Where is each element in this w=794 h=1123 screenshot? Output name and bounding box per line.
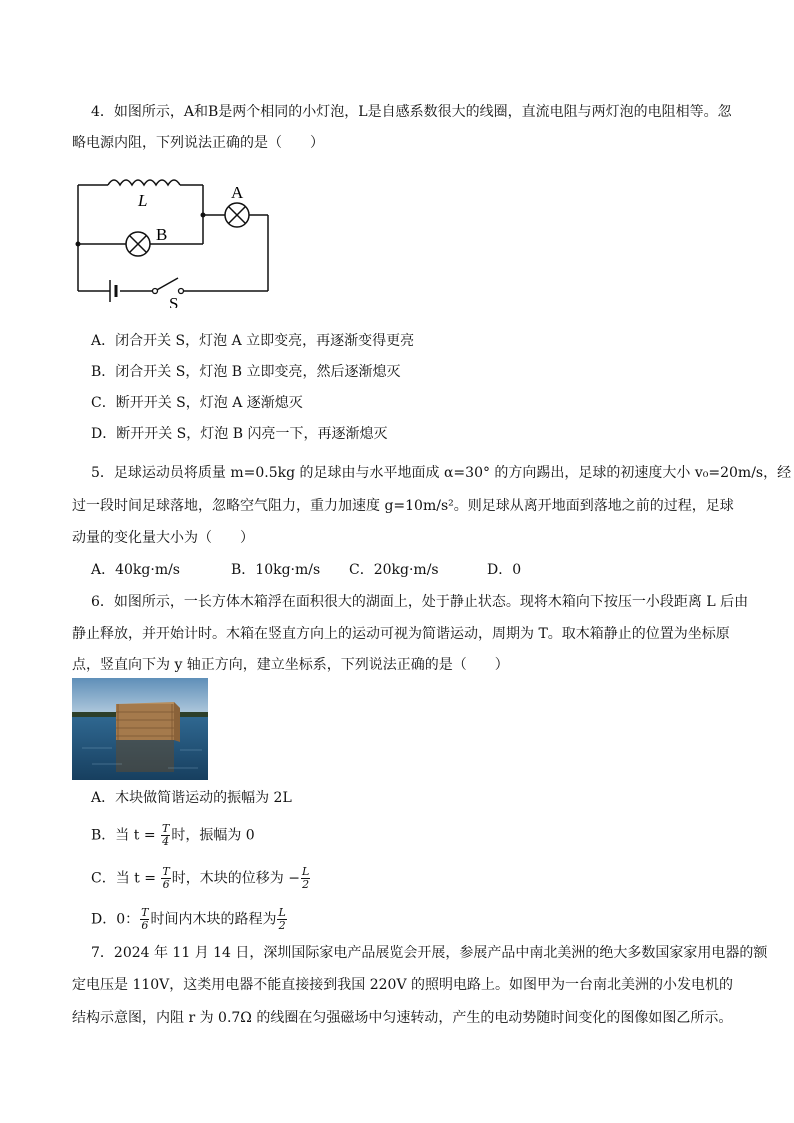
fraction-t-over-6-d: $\frac{T}{6}$ <box>141 906 149 932</box>
q4-option-b: B．闭合开关 S，灯泡 B 立即变亮，然后逐渐熄灭 <box>91 364 401 380</box>
q6-stem-line3: 点，竖直向下为 y 轴正方向，建立坐标系，下列说法正确的是（ ） <box>72 657 509 673</box>
q4-option-a: A．闭合开关 S，灯泡 A 立即变亮，再逐渐变得更亮 <box>91 333 415 349</box>
q5-option-a: A．40kg·m/s <box>91 562 180 578</box>
q6-option-d <box>91 907 288 932</box>
q5-stem-line2: 过一段时间足球落地，忽略空气阻力，重力加速度 g=10m/s²。则足球从离开地面到落地之前的过程，足球 <box>72 498 734 514</box>
q6-option-c-prefix: C．当 t = <box>91 870 156 887</box>
q7-stem-line1: 7．2024 年 11 月 14 日，深圳国际家电产品展览会开展，参展产品中南北美洲的绝大多数国家家用电器的额 <box>91 945 768 961</box>
q6-option-b-suffix: 时，振幅为 0 <box>171 827 255 844</box>
label-l: L <box>138 191 148 210</box>
q5-option-d: D．0 <box>487 562 522 578</box>
lamp-a-icon <box>225 203 249 227</box>
q7-stem-line2: 定电压是 110V，这类用电器不能直接接到我国 220V 的照明电路上。如图甲为一台南北美洲的小发电机的 <box>72 977 734 993</box>
q4-option-d: D．断开开关 S，灯泡 B 闪亮一下，再逐渐熄灭 <box>91 426 388 442</box>
circuit-diagram <box>70 168 280 308</box>
q6-option-d-middle: 时间内木块的路程为 <box>150 911 277 928</box>
switch-contact-left <box>153 289 158 294</box>
fraction-l-over-2: $\frac{L}{2}$ <box>301 865 310 891</box>
label-b: B <box>156 225 168 244</box>
fraction-t-over-4: $\frac{T}{4}$ <box>162 822 170 848</box>
q6-option-b-prefix: B．当 t = <box>91 827 156 844</box>
lamp-b-icon <box>126 232 150 256</box>
q4-stem-line2: 略电源内阻，下列说法正确的是（ ） <box>72 135 324 151</box>
fraction-l-over-2-d: $\frac{L}{2}$ <box>278 906 286 932</box>
q5-stem-line1: 5．足球运动员将质量 m=0.5kg 的足球由与水平地面成 α=30° 的方向踢出，足球的初速度大小 v₀=20m/s，经 <box>91 465 792 481</box>
fraction-t-over-6: $\frac{T}{6}$ <box>162 865 170 891</box>
junction-dot-left <box>76 242 81 247</box>
switch-contact-right <box>179 289 184 294</box>
junction-dot-right <box>201 213 206 218</box>
q4-option-c: C．断开开关 S，灯泡 A 逐渐熄灭 <box>91 395 303 411</box>
q4-stem-line1: 4．如图所示，A和B是两个相同的小灯泡，L是自感系数很大的线圈，直流电阻与两灯泡的电阻相等。忽 <box>91 104 732 120</box>
q5-stem-line3: 动量的变化量大小为（ ） <box>72 530 254 546</box>
q7-stem-line3: 结构示意图，内阻 r 为 0.7Ω 的线圈在匀强磁场中匀速转动，产生的电动势随时间变化的图像如图乙所示。 <box>72 1010 733 1026</box>
label-a: A <box>231 183 244 202</box>
q6-option-c <box>91 866 311 891</box>
q6-stem-line2: 静止释放，并开始计时。木箱在竖直方向上的运动可视为简谐运动，周期为 T。取木箱静止的位置为坐标原 <box>72 626 730 642</box>
q6-option-b <box>91 823 255 848</box>
q6-option-d-prefix: D．0： <box>91 911 140 928</box>
floating-crate-photo <box>72 678 208 780</box>
q6-stem-line1: 6．如图所示，一长方体木箱浮在面积很大的湖面上，处于静止状态。现将木箱向下按压一小段距离 L 后由 <box>91 594 749 610</box>
q5-option-c: C．20kg·m/s <box>349 562 439 578</box>
label-s: S <box>169 294 179 308</box>
q5-option-b: B．10kg·m/s <box>231 562 321 578</box>
q6-option-a: A．木块做简谐运动的振幅为 2L <box>91 790 292 806</box>
q6-option-c-middle: 时，木块的位移为 − <box>171 870 300 887</box>
